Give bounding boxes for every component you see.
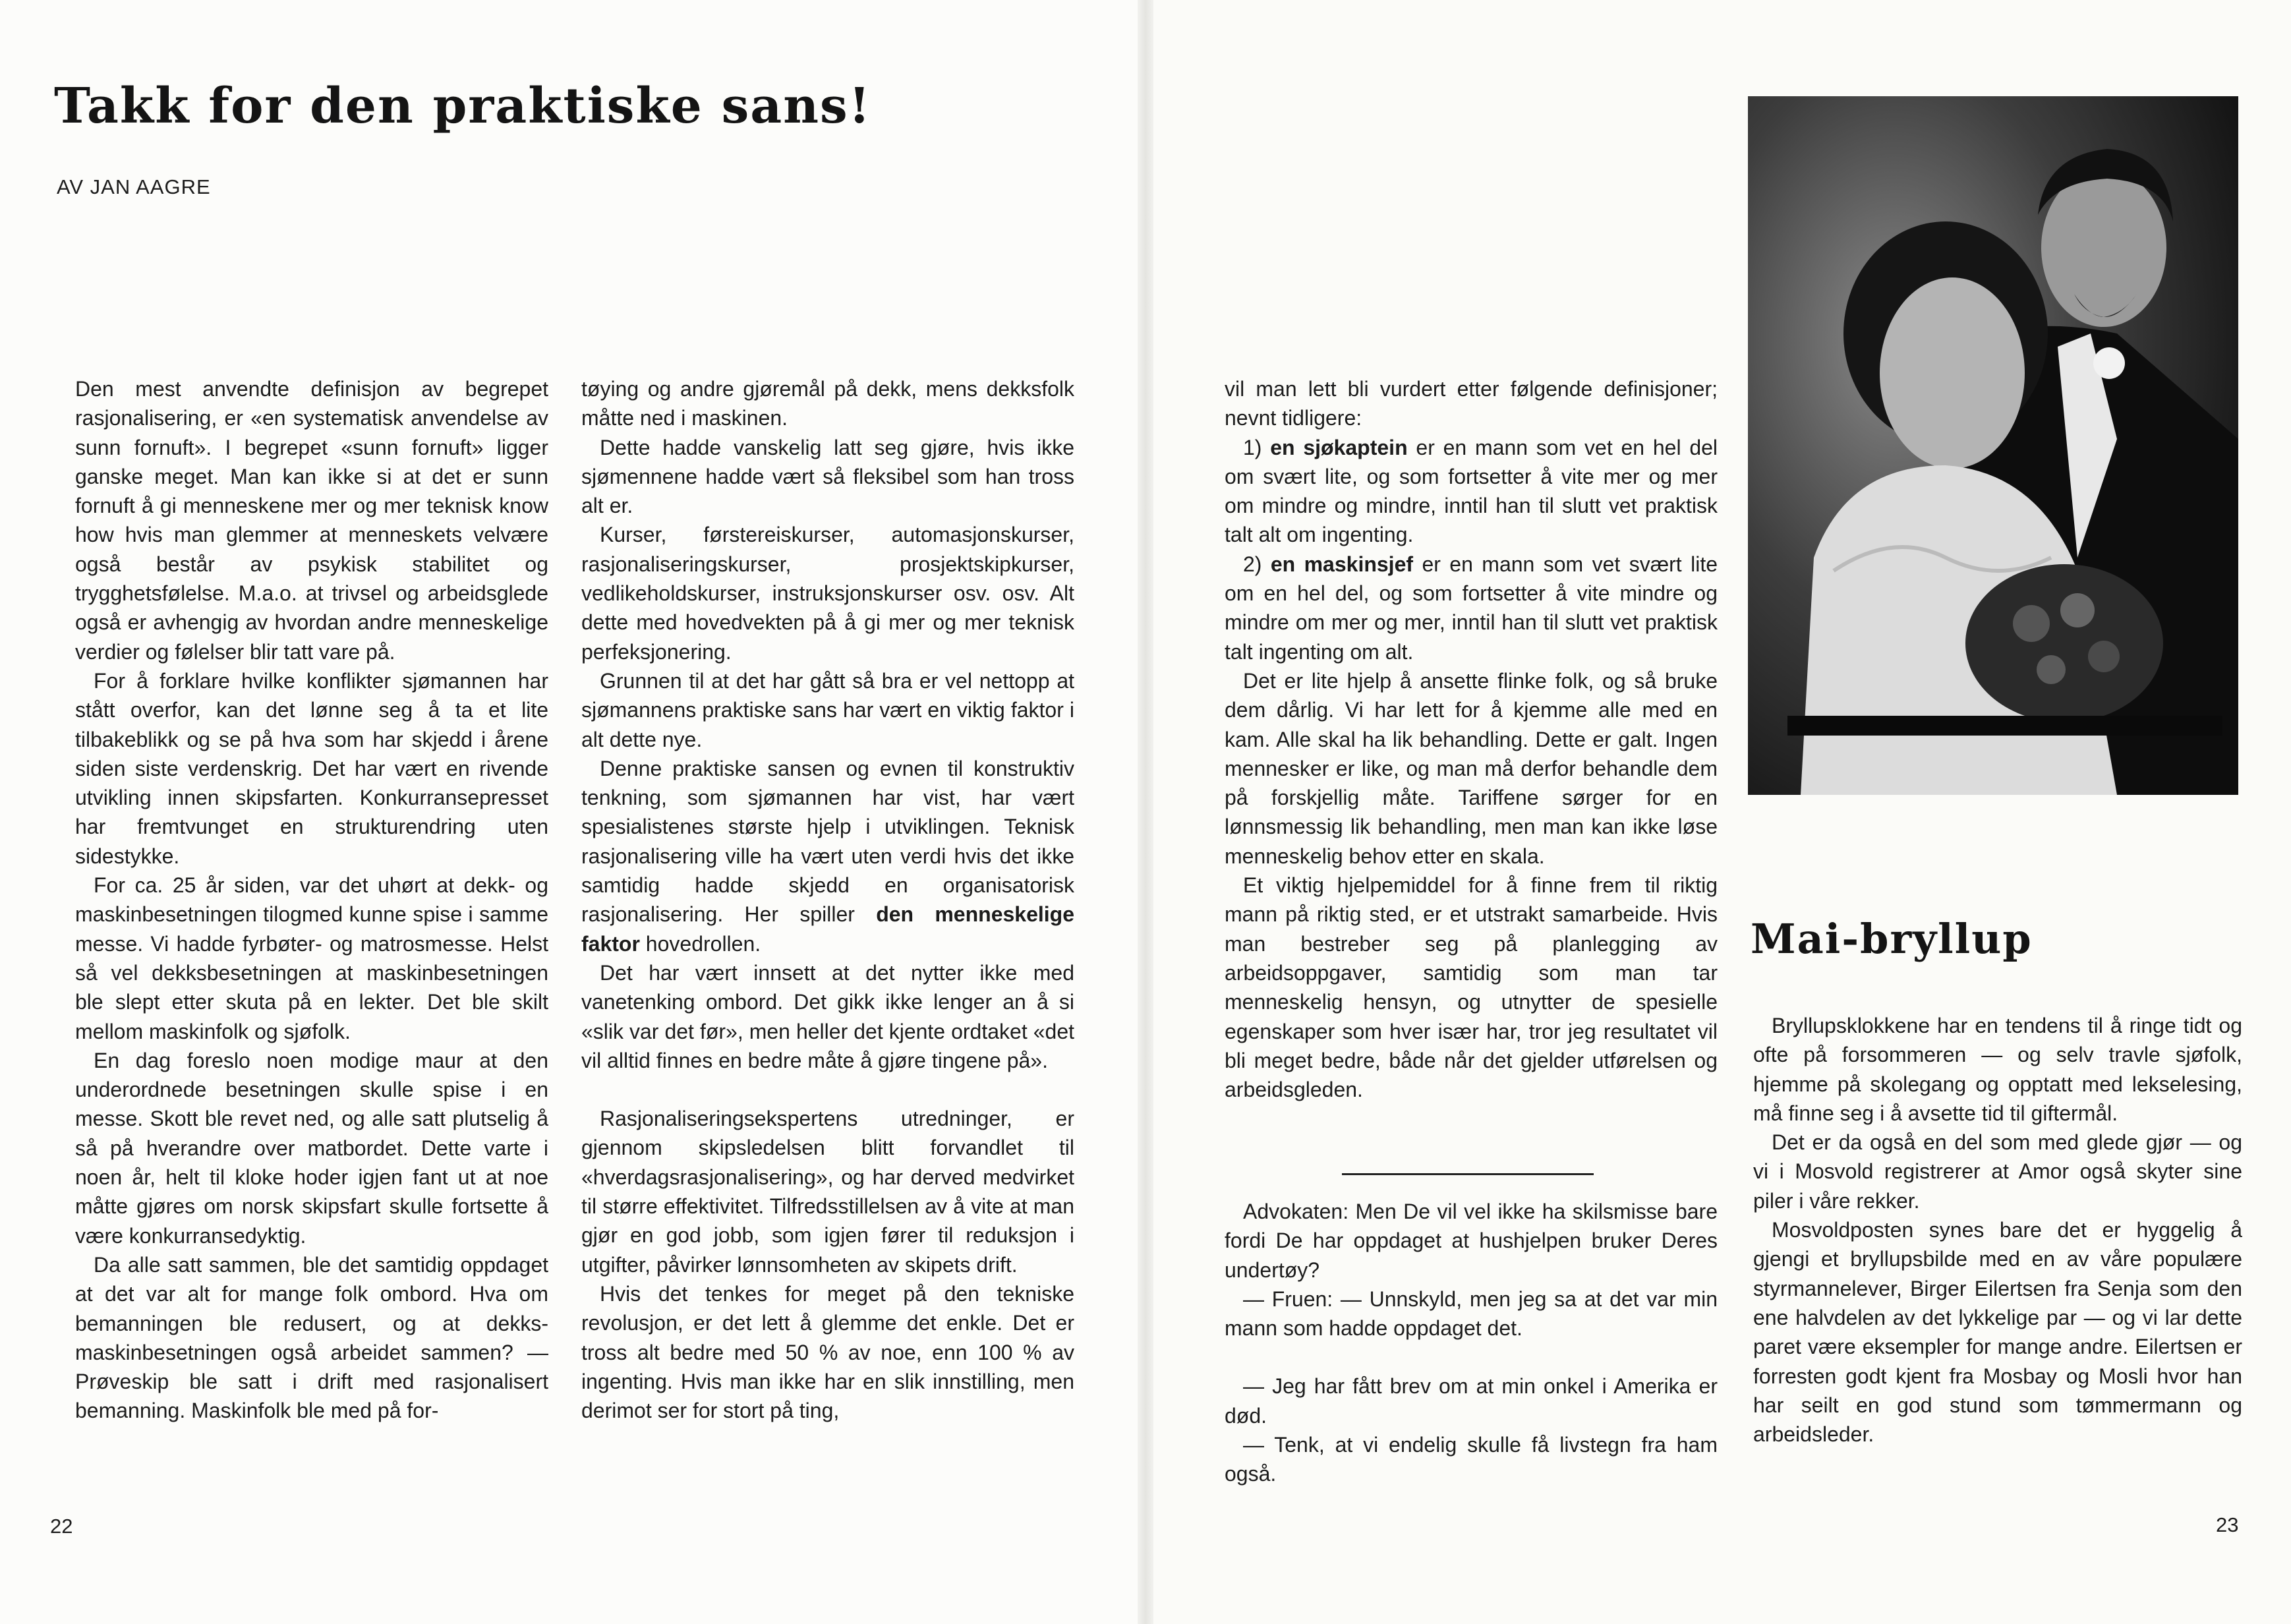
section-title: Mai-bryllup — [1751, 915, 2033, 963]
paragraph: vil man lett bli vurdert etter følgende definisjoner; nevnt tidligere: — [1225, 377, 1718, 430]
column-1 — [75, 374, 548, 1426]
joke-line: — Fruen: — Unnskyld, men jeg sa at det var min mann som hadde oppdaget det. — [1225, 1287, 1718, 1341]
page-gutter — [1138, 0, 1153, 1624]
wedding-photo — [1748, 96, 2238, 795]
paragraph: Kurser, førstereiskurser, automasjonskurser, rasjonaliseringskurser, prosjektskipkurser, vedlikeholdskurser, instruksjonskurser osv. osv. Alt dette med hovedvekten på å gi mer og mer teknisk perfeksjonering. — [581, 523, 1074, 664]
paragraph: Dette hadde vanskelig latt seg gjøre, hvis ikke sjømennene hadde vært så fleksibel som han tross alt er. — [581, 435, 1074, 518]
column-2 — [581, 374, 1074, 1425]
page-number-left: 22 — [50, 1515, 73, 1538]
paragraph-text: Denne praktiske sansen og evnen til konstruktiv tenkning, som sjømannen har vist, har vært spesialistenes største hjelp i utviklingen. Teknisk rasjonalisering ville ha vært uten verdi hvis det ikke samtidig hadde skjedd en organisatorisk rasjonalisering. Her spiller — [581, 756, 1074, 927]
paragraph: Et viktig hjelpemiddel for å finne frem til riktig mann på riktig sted, er et utstrakt samarbeide. Hvis man bestreber seg på planlegging av arbeidsoppgaver, samtidig som man tar menneskelig hensyn, og utnytter de spesielle egenskaper som hver især har, tror jeg resultatet vil bli meget bedre, både når det gjelder utførelsen og arbeidsgleden. — [1225, 873, 1718, 1102]
paragraph: Rasjonaliseringsekspertens utredninger, er gjennom skipsledelsen blitt forvandlet til «hverdagsrasjonalisering», og har derved medvirket til større effektivitet. Tilfredsstillelsen av å vite at man gjør en god jobb, som igjen fører til reduksjon i utgifter, påvirker lønnsomheten av skipets drift. — [581, 1107, 1074, 1277]
page-number-right: 23 — [2216, 1513, 2239, 1536]
paragraph: Da alle satt sammen, ble det samtidig oppdaget at det var alt for mange folk ombord. Hva om bemanningen ble redusert, og at dekks- maskinbesetningen også arbeidet sammen? — Prøveskip ble satt i drift med rasjonalisert bemanning. Maskinfolk ble med på for- — [75, 1252, 548, 1423]
emphasis: den menneskelige faktor — [581, 902, 1075, 956]
paragraph: Hvis det tenkes for meget på den tekniske revolusjon, er det lett å glemme det enkle. Det er tross alt bedre med 50 % av noe, enn 100 % av ingenting. Hvis man ikke har en slik innstilling, men derimot ser for stort på ting, — [581, 1281, 1074, 1423]
list-number: 1) — [1243, 435, 1262, 459]
paragraph — [1225, 433, 1718, 550]
paragraph — [581, 754, 1074, 958]
paragraph: Den mest anvendte definisjon av begrepet rasjonalisering, er «en systematisk anvendelse av sunn fornuft». I begrepet «sunn fornuft» ligger ganske meget. Man kan ikke si at det er sunn fornuft å gi menneskene mer og mer teknisk know how hvis man glemmer at menneskets velvære også består av psykisk stabilitet og trygghetsfølelse. M.a.o. at trivsel og arbeidsglede også er avhengig av hvordan andre menneskelige verdier og følelser blir tatt vare på. — [75, 377, 548, 664]
paragraph-text: er en mann som vet en hel del om svært lite, og som fortsetter å vite mer og mer om mindre og mindre, inntil han til slutt vet praktisk talt alt om ingenting. — [1225, 435, 1718, 547]
paragraph: Det har vært innsett at det nytter ikke med vanetenking ombord. Det gikk ikke lenger an å si «slik var det før», men heller det kjente ordtaket «det vil alltid finnes en bedre måte å gjøre tingene på». — [581, 960, 1074, 1072]
byline: AV JAN AAGRE — [57, 175, 211, 198]
emphasis: en maskinsjef — [1270, 552, 1414, 576]
paragraph: Bryllupsklokkene har en tendens til å ringe tidt og ofte på forsommeren — og selv travle sjøfolk, hjemme på skolegang og opptatt med lekselesing, må finne seg i å avsette tid til giftermål. — [1753, 1014, 2242, 1125]
column-3 — [1225, 374, 1718, 1104]
paragraph: En dag foreslo noen modige maur at den underordnede besetningen skulle spise i en messe. Skott ble revet ned, og alle satt plutselig å så på hverandre over matbordet. Dette varte i noen år, helt til kloke hoder igjen fant ut at noe måtte gjøres om norsk skipsfart skulle fortsette å være konkurransedyktig. — [75, 1048, 548, 1248]
paragraph: tøying og andre gjøremål på dekk, mens dekksfolk måtte ned i maskinen. — [581, 377, 1074, 430]
paragraph: For å forklare hvilke konflikter sjømannen har stått overfor, kan det lønne seg å ta et lite tilbakeblikk og se på hva som har skjedd i årene siden siste verdenskrig. Det har vært en rivende utvikling innen skipsfarten. Konkurransepresset har fremtvunget en strukturendring uten sidestykke. — [75, 668, 548, 868]
paragraph-text: er en mann som vet svært lite om en hel del, og som fortsetter å vite mindre og mindre om mer og mer, inntil han til slutt vet praktisk talt ingenting om alt. — [1225, 552, 1718, 664]
column-4 — [1753, 1011, 2242, 1449]
joke-line: — Jeg har fått brev om at min onkel i Amerika er død. — [1225, 1374, 1718, 1428]
paragraph: Grunnen til at det har gått så bra er vel nettopp at sjømannens praktiske sans har vært en viktig faktor i alt dette nye. — [581, 668, 1074, 751]
list-number: 2) — [1243, 552, 1262, 576]
paragraph: For ca. 25 år siden, var det uhørt at dekk- og maskinbesetningen tilogmed kunne spise i samme messe. Vi hadde fyrbøter- og matrosmesse. Helst så vel dekksbesetningen at maskinbesetningen ble slept etter skuta på en lekter. Det ble skilt mellom maskinfolk og sjøfolk. — [75, 873, 548, 1043]
joke-line: — Tenk, at vi endelig skulle få livstegn fra ham også. — [1225, 1433, 1718, 1486]
emphasis: en sjøkaptein — [1270, 435, 1408, 459]
jokes-section — [1225, 1197, 1718, 1489]
paragraph — [1225, 550, 1718, 666]
divider — [1342, 1173, 1594, 1175]
joke-line: Advokaten: Men De vil vel ikke ha skilsmisse bare fordi De har oppdaget at hushjelpen bruker Deres undertøy? — [1225, 1200, 1718, 1282]
paragraph: Mosvoldposten synes bare det er hyggelig å gjengi et bryllupsbilde med en av våre populære styrmannelever, Birger Eilertsen fra Senja som den ene halvdelen av det lykkelige par — og vi lar dette paret være eksempler for mange andre. Eilertsen er forresten godt kjent fra Mosbay og Mosli hvor han har seilt en god stund som tømmermann og arbeidsleder. — [1753, 1218, 2242, 1447]
article-title: Takk for den praktiske sans! — [54, 78, 872, 134]
paragraph: Det er da også en del som med glede gjør — og vi i Mosvold registrerer at Amor også skyter sine piler i våre rekker. — [1753, 1130, 2242, 1213]
paragraph: Det er lite hjelp å ansette flinke folk, og så bruke dem dårlig. Vi har lett for å kjemme alle med en kam. Alle skal ha lik behandling. Dette er galt. Ingen mennesker er like, og man må derfor behandle dem på forskjellig måte. Tariffene sørger for en lønnsmessig lik behandling, men man kan ikke løse menneskelig behov etter en skala. — [1225, 668, 1718, 868]
paragraph-text: hovedrollen. — [645, 931, 761, 956]
